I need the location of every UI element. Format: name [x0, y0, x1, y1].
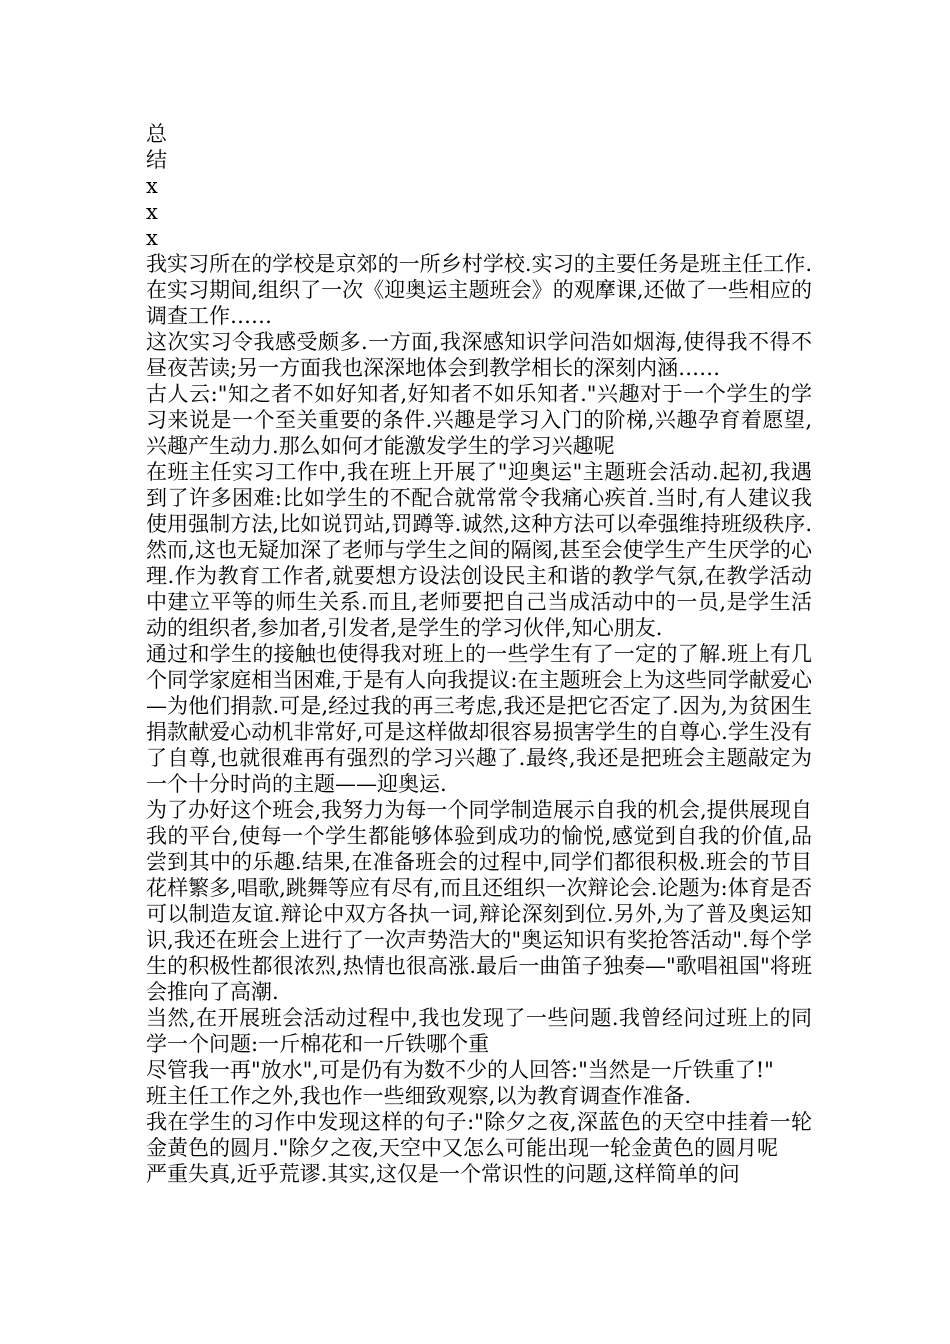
paragraph: 班主任工作之外,我也作一些细致观察,以为教育调查作准备. [146, 1084, 692, 1108]
title-char: x [146, 226, 158, 250]
paragraph: 严重失真,近乎荒谬.其实,这仅是一个常识性的问题,这样简单的问 [146, 1162, 740, 1186]
paragraph: 为了办好这个班会,我努力为每一个同学制造展示自我的机会,提供展现自我的平台,使每一个学生都能够体验到成功的愉悦,感觉到自我的价值,品尝到其中的乐趣.结果,在准备班会的过程中,同学们都很积极.班会的节目花样繁多,唱歌,跳舞等应有尽有,而且还组织一次辩论会.论题为:体育是否可以制造友谊.辩论中双方各执一词,辩论深刻到位.另外,为了普及奥运知识,我还在班会上进行了一次声势浩大的"奥运知识有奖抢答活动".每个学生的积极性都很浓烈,热情也很高涨.最后一曲笛子独奏—"歌唱祖国"将班会推向了高潮. [146, 798, 812, 1004]
paragraph: 这次实习令我感受颇多.一方面,我深感知识学问浩如烟海,使得我不得不昼夜苦读;另一方面我也深深地体会到教学相长的深刻内涵…… [146, 330, 812, 380]
paragraph: 我在学生的习作中发现这样的句子:"除夕之夜,深蓝色的天空中挂着一轮金黄色的圆月."除夕之夜,天空中又怎么可能出现一轮金黄色的圆月呢 [146, 1110, 812, 1160]
title-char: 总 [146, 122, 167, 146]
paragraph: 在班主任实习工作中,我在班上开展了"迎奥运"主题班会活动.起初,我遇到了许多困难:比如学生的不配合就常常令我痛心疾首.当时,有人建议我使用强制方法,比如说罚站,罚蹲等.诚然,这种方法可以牵强维持班级秩序.然而,这也无疑加深了老师与学生之间的隔阂,甚至会使学生产生厌学的心理.作为教育工作者,就要想方设法创设民主和谐的教学气氛,在教学活动中建立平等的师生关系.而且,老师要把自己当成活动中的一员,是学生活动的组织者,参加者,引发者,是学生的学习伙伴,知心朋友. [146, 460, 812, 640]
document-body [146, 121, 812, 1187]
paragraph: 通过和学生的接触也使得我对班上的一些学生有了一定的了解.班上有几个同学家庭相当困难,于是有人向我提议:在主题班会上为这些同学献爱心—为他们捐款.可是,经过我的再三考虑,我还是把它否定了.因为,为贫困生捐款献爱心动机非常好,可是这样做却很容易损害学生的自尊心.学生没有了自尊,也就很难再有强烈的学习兴趣了.最终,我还是把班会主题敲定为一个十分时尚的主题——迎奥运. [146, 642, 812, 796]
paragraph: 尽管我一再"放水",可是仍有为数不少的人回答:"当然是一斤铁重了!" [146, 1058, 774, 1082]
paragraph: 当然,在开展班会活动过程中,我也发现了一些问题.我曾经问过班上的同学一个问题:一斤棉花和一斤铁哪个重 [146, 1006, 812, 1056]
title-char: 结 [146, 148, 167, 172]
paragraph: 我实习所在的学校是京郊的一所乡村学校.实习的主要任务是班主任工作.在实习期间,组织了一次《迎奥运主题班会》的观摩课,还做了一些相应的调查工作…… [146, 252, 812, 328]
title-char: x [146, 200, 158, 224]
title-char: x [146, 174, 158, 198]
paragraph: 古人云:"知之者不如好知者,好知者不如乐知者."兴趣对于一个学生的学习来说是一个至关重要的条件.兴趣是学习入门的阶梯,兴趣孕育着愿望,兴趣产生动力.那么如何才能激发学生的学习兴趣呢 [146, 382, 812, 458]
